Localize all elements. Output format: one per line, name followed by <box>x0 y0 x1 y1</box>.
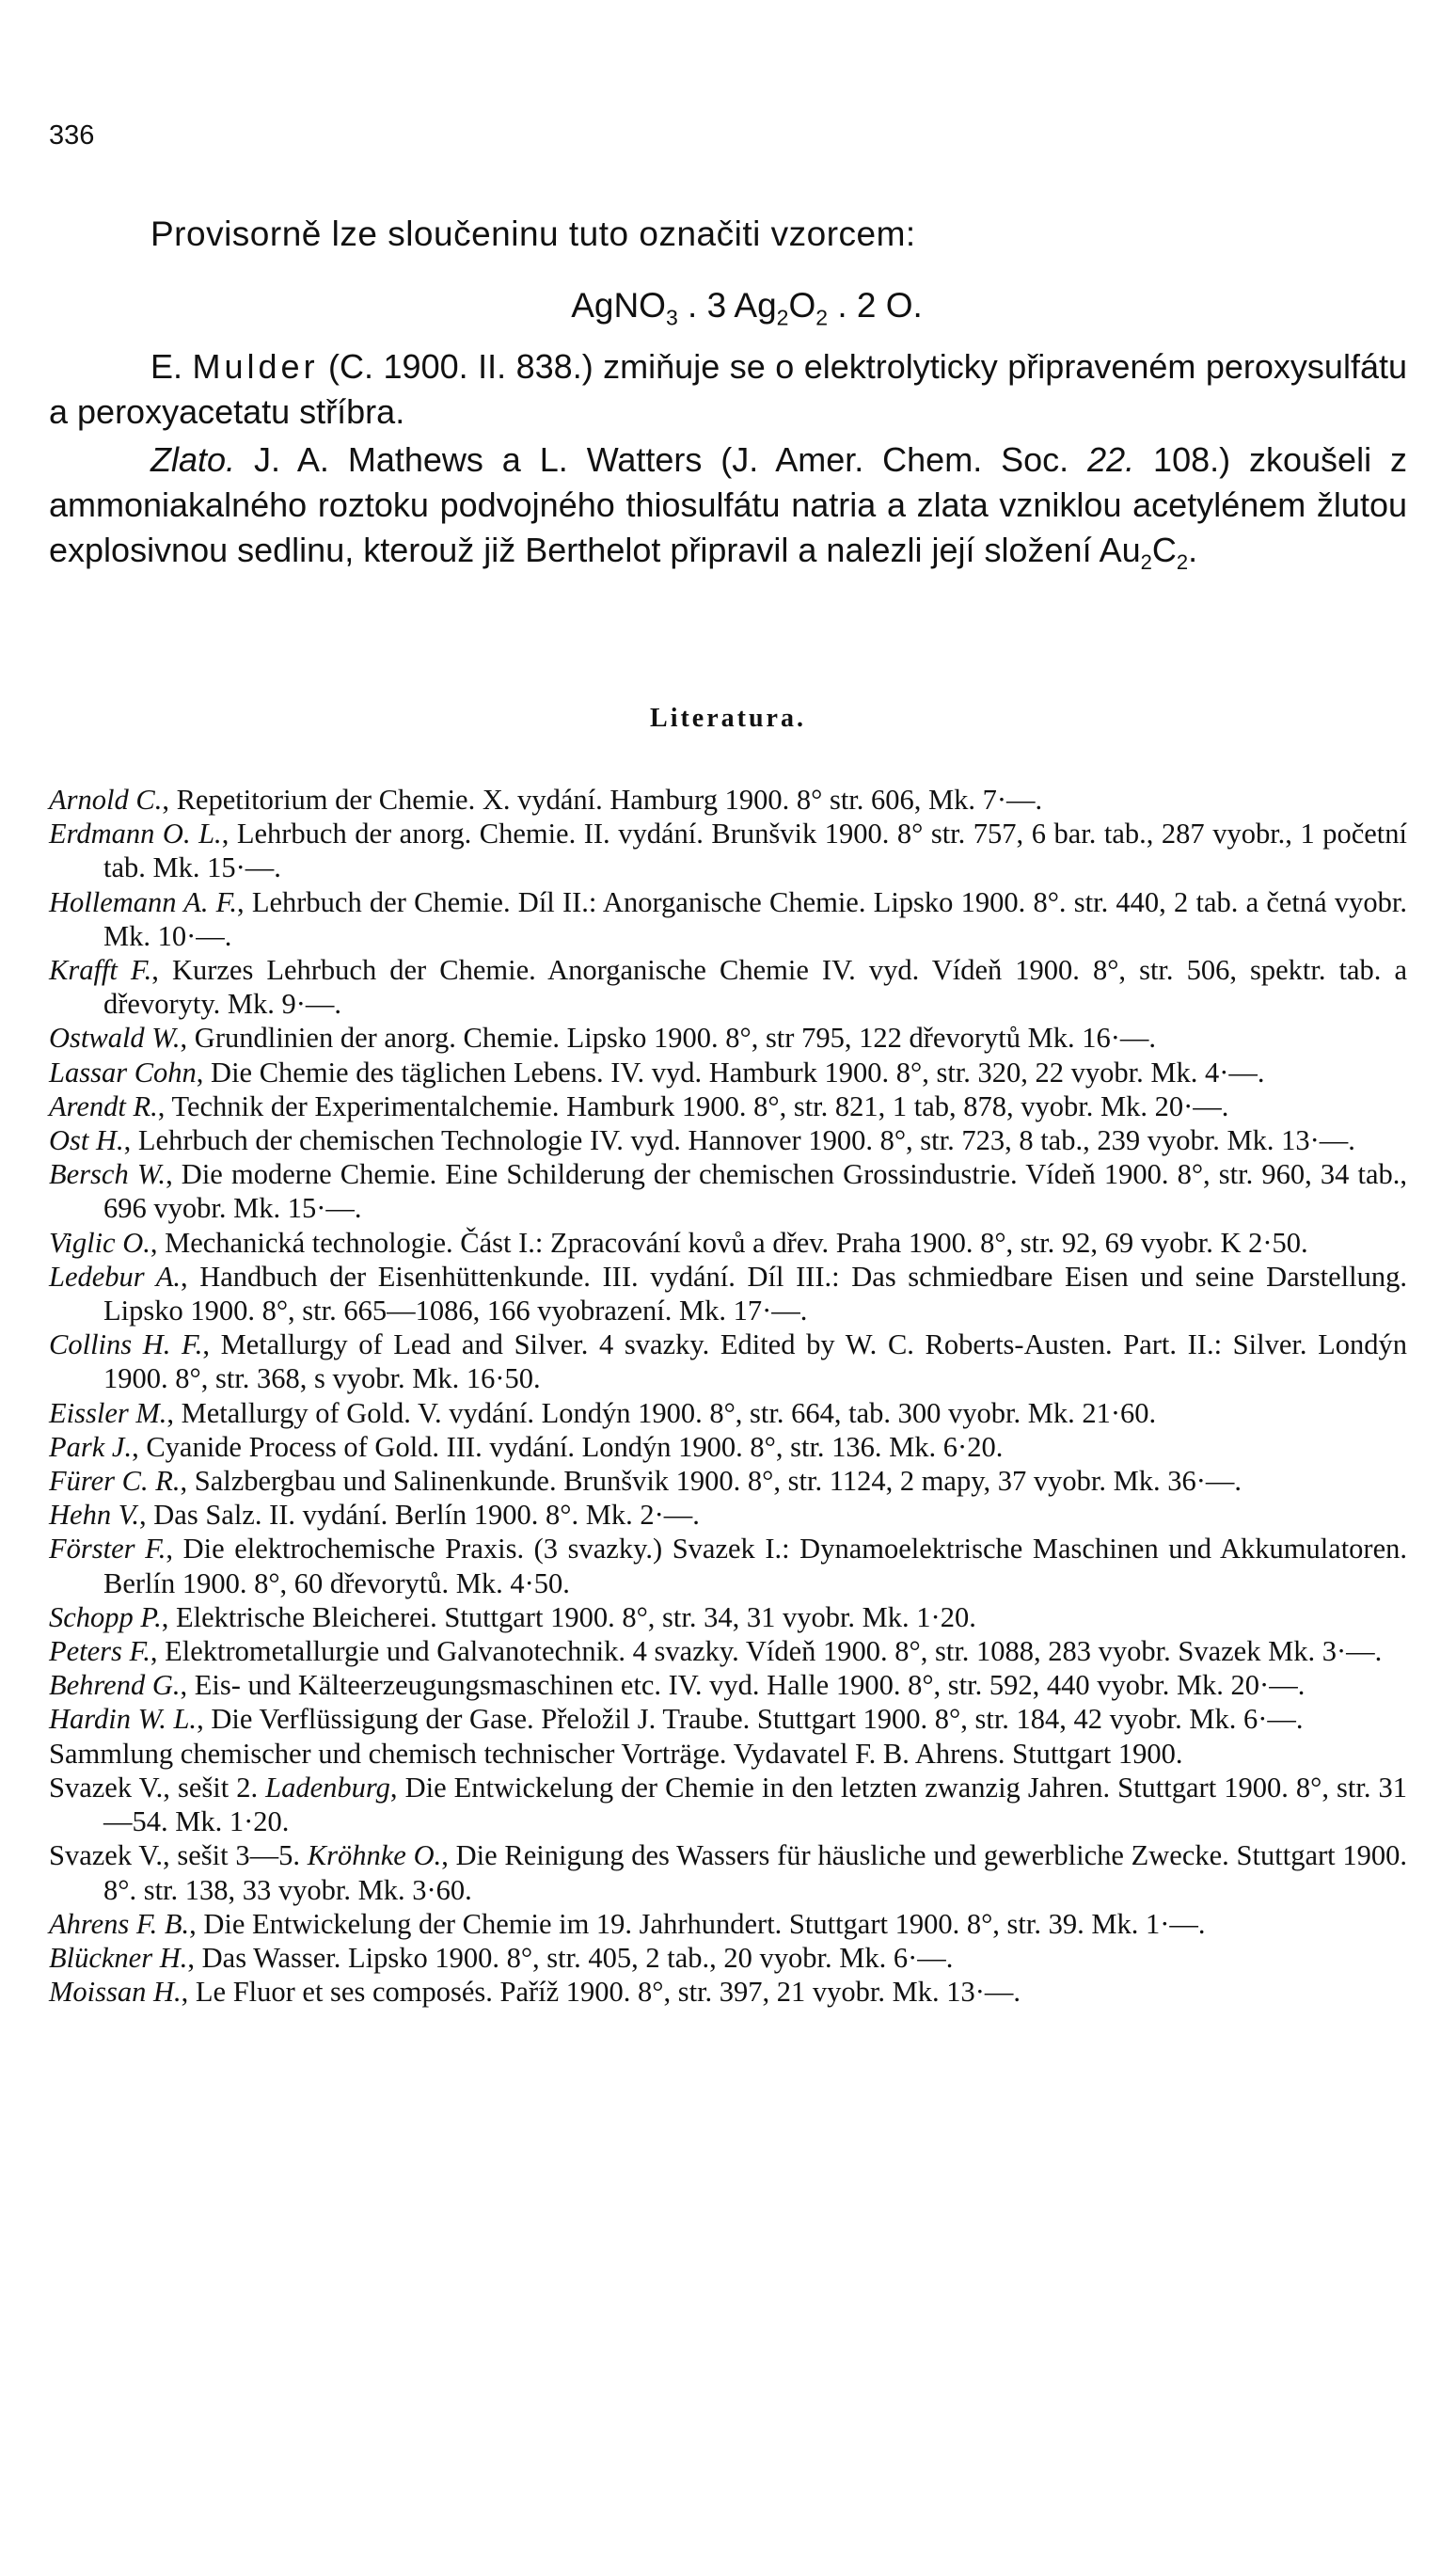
entry-author: Collins H. F. <box>49 1328 203 1361</box>
bibliography-entry <box>49 885 1407 953</box>
entry-author: Moissan H. <box>49 1976 182 2009</box>
entry-text: , Technik der Experimentalchemie. Hamburk 1900. 8°, str. 821, 1 tab, 878, vyobr. Mk. 20·—. <box>157 1089 1229 1122</box>
entry-text: , Die Entwickelung der Chemie im 19. Jahrhundert. Stuttgart 1900. 8°, str. 39. Mk. 1·—. <box>189 1907 1206 1940</box>
bibliography-entry <box>49 1056 1407 1089</box>
entry-author: Arnold C. <box>49 784 163 816</box>
paragraph-mulder: E. Mulder (C. 1900. II. 838.) zmiňuje se o elektrolyticky připraveném peroxysulfátu a peroxyacetatu stříbra. <box>49 347 1408 431</box>
chemical-formula: AgNO$_3$ . 3 $Ag_2O_2$ . 2 O. <box>571 286 923 330</box>
bibliography-entry <box>49 1464 1407 1498</box>
entry-author: Hehn V. <box>49 1499 140 1532</box>
bibliography-entry <box>49 1771 1407 1838</box>
entry-text: , Handbuch der Eisenhüttenkunde. III. vydání. Díl III.: Das schmiedbare Eisen und seine Darstellung. Lipsko 1900. 8°, str. 665—1086, 166 vyobrazení. Mk. 17·—. <box>103 1260 1407 1327</box>
entry-text: , Das Wasser. Lipsko 1900. 8°, str. 405, 2 tab., 20 vyobr. Mk. 6·—. <box>187 1941 954 1974</box>
intro-sentence: Provisorně lze sloučeninu tuto označiti vzorcem: <box>150 215 916 253</box>
bibliography-entry <box>49 1157 1407 1225</box>
entry-text: , Die Verflüssigung der Gase. Přeložil J. Traube. Stuttgart 1900. 8°, str. 184, 42 vyobr. Mk. 6·—. <box>197 1703 1304 1736</box>
entry-author: Krafft F. <box>49 954 152 987</box>
entry-author: Fürer C. R. <box>49 1465 181 1498</box>
entry-text: , Lehrbuch der anorg. Chemie. II. vydání. Brunšvik 1900. 8° str. 757, 6 bar. tab., 287 vyobr., 1 početní tab. Mk. 15·—. <box>103 818 1407 884</box>
entry-author: Ahrens F. B. <box>49 1907 190 1940</box>
bibliography-entry <box>49 1600 1407 1634</box>
entry-text: , Die Chemie des täglichen Lebens. IV. vyd. Hamburk 1900. 8°, str. 320, 22 vyobr. Mk. 4·—. <box>196 1056 1265 1089</box>
bibliography-entry <box>49 1975 1407 2009</box>
literature-heading: Literatura. <box>650 704 806 733</box>
bibliography-entry <box>49 1089 1407 1123</box>
bibliography-entry <box>49 1702 1407 1736</box>
entry-author: Viglic O. <box>49 1226 150 1259</box>
bibliography-entry <box>49 1260 1407 1327</box>
bibliography-entry <box>49 783 1407 817</box>
bibliography-entry <box>49 1021 1407 1055</box>
bibliography-entry <box>49 1737 1407 1771</box>
entry-text: , Die Entwickelung der Chemie in den letzten zwanzig Jahren. Stuttgart 1900. 8°, str. 31—54. Mk. 1·20. <box>103 1771 1407 1838</box>
bibliography-entry <box>49 1941 1407 1975</box>
entry-author: Ladenburg <box>265 1771 390 1804</box>
bibliography-entry <box>49 817 1407 884</box>
bibliography-entry <box>49 953 1407 1021</box>
entry-text: , Die moderne Chemie. Eine Schilderung der chemischen Grossindustrie. Vídeň 1900. 8°, str. 960, 34 tab., 696 vyobr. Mk. 15·—. <box>103 1158 1407 1225</box>
entry-author: Kröhnke O. <box>307 1839 442 1872</box>
entry-text: , Die Reinigung des Wassers für häusliche und gewerbliche Zwecke. Stuttgart 1900. 8°. str. 138, 33 vyobr. Mk. 3·60. <box>103 1839 1407 1906</box>
entry-author: Hollemann A. F. <box>49 885 237 918</box>
entry-text: Sammlung chemischer und chemisch technischer Vorträge. Vydavatel F. B. Ahrens. Stuttgart 1900. <box>49 1737 1183 1770</box>
entry-author: Lassar Cohn <box>49 1056 197 1089</box>
bibliography-list <box>49 783 1407 2009</box>
entry-text: , Repetitorium der Chemie. X. vydání. Hamburg 1900. 8° str. 606, Mk. 7·—. <box>162 784 1043 816</box>
entry-author: Eissler M. <box>49 1396 167 1429</box>
entry-text: , Le Fluor et ses composés. Paříž 1900. 8°, str. 397, 21 vyobr. Mk. 13·—. <box>181 1976 1021 2009</box>
bibliography-entry <box>49 1907 1407 1941</box>
entry-author: Park J. <box>49 1430 133 1463</box>
bibliography-entry <box>49 1838 1407 1906</box>
entry-author: Ledebur A. <box>49 1260 181 1293</box>
entry-text: , Metallurgy of Gold. V. vydání. Londýn 1900. 8°, str. 664, tab. 300 vyobr. Mk. 21·60. <box>166 1396 1157 1429</box>
body-text <box>49 344 1407 588</box>
entry-text: , Kurzes Lehrbuch der Chemie. Anorganische Chemie IV. vyd. Vídeň 1900. 8°, str. 506, spektr. tab. a dřevoryty. Mk. 9·—. <box>103 954 1407 1021</box>
entry-author: Ostwald W. <box>49 1022 181 1055</box>
entry-author: Blückner H. <box>49 1941 188 1974</box>
entry-author: Schopp P. <box>49 1600 162 1633</box>
bibliography-entry <box>49 1396 1407 1430</box>
entry-author: Bersch W. <box>49 1158 166 1191</box>
entry-text: , Grundlinien der anorg. Chemie. Lipsko 1900. 8°, str 795, 122 dřevorytů Mk. 16·—. <box>180 1022 1157 1055</box>
entry-text: , Lehrbuch der Chemie. Díl II.: Anorganische Chemie. Lipsko 1900. 8°. str. 440, 2 tab. a četná vyobr. Mk. 10·—. <box>103 885 1407 952</box>
entry-author: Peters F. <box>49 1635 150 1668</box>
entry-author: Behrend G. <box>49 1669 181 1702</box>
bibliography-entry <box>49 1498 1407 1532</box>
entry-text: , Metallurgy of Lead and Silver. 4 svazky. Edited by W. C. Roberts-Austen. Part. II.: Silver. Londýn 1900. 8°, str. 368, s vyobr. Mk. 16·50. <box>103 1328 1407 1395</box>
bibliography-entry <box>49 1226 1407 1260</box>
entry-author: Arendt R. <box>49 1089 158 1122</box>
entry-prefix: Svazek V., sešit 2. <box>49 1771 266 1804</box>
bibliography-entry <box>49 1430 1407 1464</box>
entry-text: , Das Salz. II. vydání. Berlín 1900. 8°. Mk. 2·—. <box>139 1499 700 1532</box>
entry-author: Förster F. <box>49 1533 166 1566</box>
bibliography-entry <box>49 1634 1407 1668</box>
entry-text: , Die elektrochemische Praxis. (3 svazky.) Svazek I.: Dynamoelektrische Maschinen und Akkumulatoren. Berlín 1900. 8°, 60 dřevorytů. Mk. 4·50. <box>103 1533 1407 1599</box>
bibliography-entry <box>49 1668 1407 1702</box>
entry-text: , Elektrometallurgie und Galvanotechnik. 4 svazky. Vídeň 1900. 8°, str. 1088, 283 vyobr. Svazek Mk. 3·—. <box>150 1635 1383 1668</box>
entry-text: , Salzbergbau und Salinenkunde. Brunšvik 1900. 8°, str. 1124, 2 mapy, 37 vyobr. Mk. 36·—. <box>180 1465 1242 1498</box>
entry-author: Erdmann O. L. <box>49 818 222 850</box>
bibliography-entry <box>49 1532 1407 1599</box>
paragraph-zlato: Zlato. J. A. Mathews a L. Watters (J. Amer. Chem. Soc. 22. 108.) zkoušeli z ammoniakalného roztoku podvojného thiosulfátu natria a zlata vzniklou acetylénem žlutou explosivnou sedlinu, kterouž již Berthelot připravil a nalezli její složení $Au_2C_2$. <box>49 440 1407 575</box>
entry-text: , Mechanická technologie. Část I.: Zpracování kovů a dřev. Praha 1900. 8°, str. 92, 69 vyobr. K 2·50. <box>150 1226 1308 1259</box>
bibliography-entry <box>49 1123 1407 1157</box>
entry-author: Ost H. <box>49 1124 124 1157</box>
entry-text: , Elektrische Bleicherei. Stuttgart 1900. 8°, str. 34, 31 vyobr. Mk. 1·20. <box>161 1600 976 1633</box>
entry-prefix: Svazek V., sešit 3—5. <box>49 1839 308 1872</box>
entry-text: , Cyanide Process of Gold. III. vydání. Londýn 1900. 8°, str. 136. Mk. 6·20. <box>132 1430 1004 1463</box>
entry-text: , Eis- und Kälteerzeugungsmaschinen etc. IV. vyd. Halle 1900. 8°, str. 592, 440 vyobr. Mk. 20·—. <box>180 1669 1306 1702</box>
page-number: 336 <box>49 120 95 151</box>
entry-text: , Lehrbuch der chemischen Technologie IV. vyd. Hannover 1900. 8°, str. 723, 8 tab., 239 vyobr. Mk. 13·—. <box>123 1124 1355 1157</box>
entry-author: Hardin W. L. <box>49 1703 198 1736</box>
bibliography-entry <box>49 1327 1407 1395</box>
